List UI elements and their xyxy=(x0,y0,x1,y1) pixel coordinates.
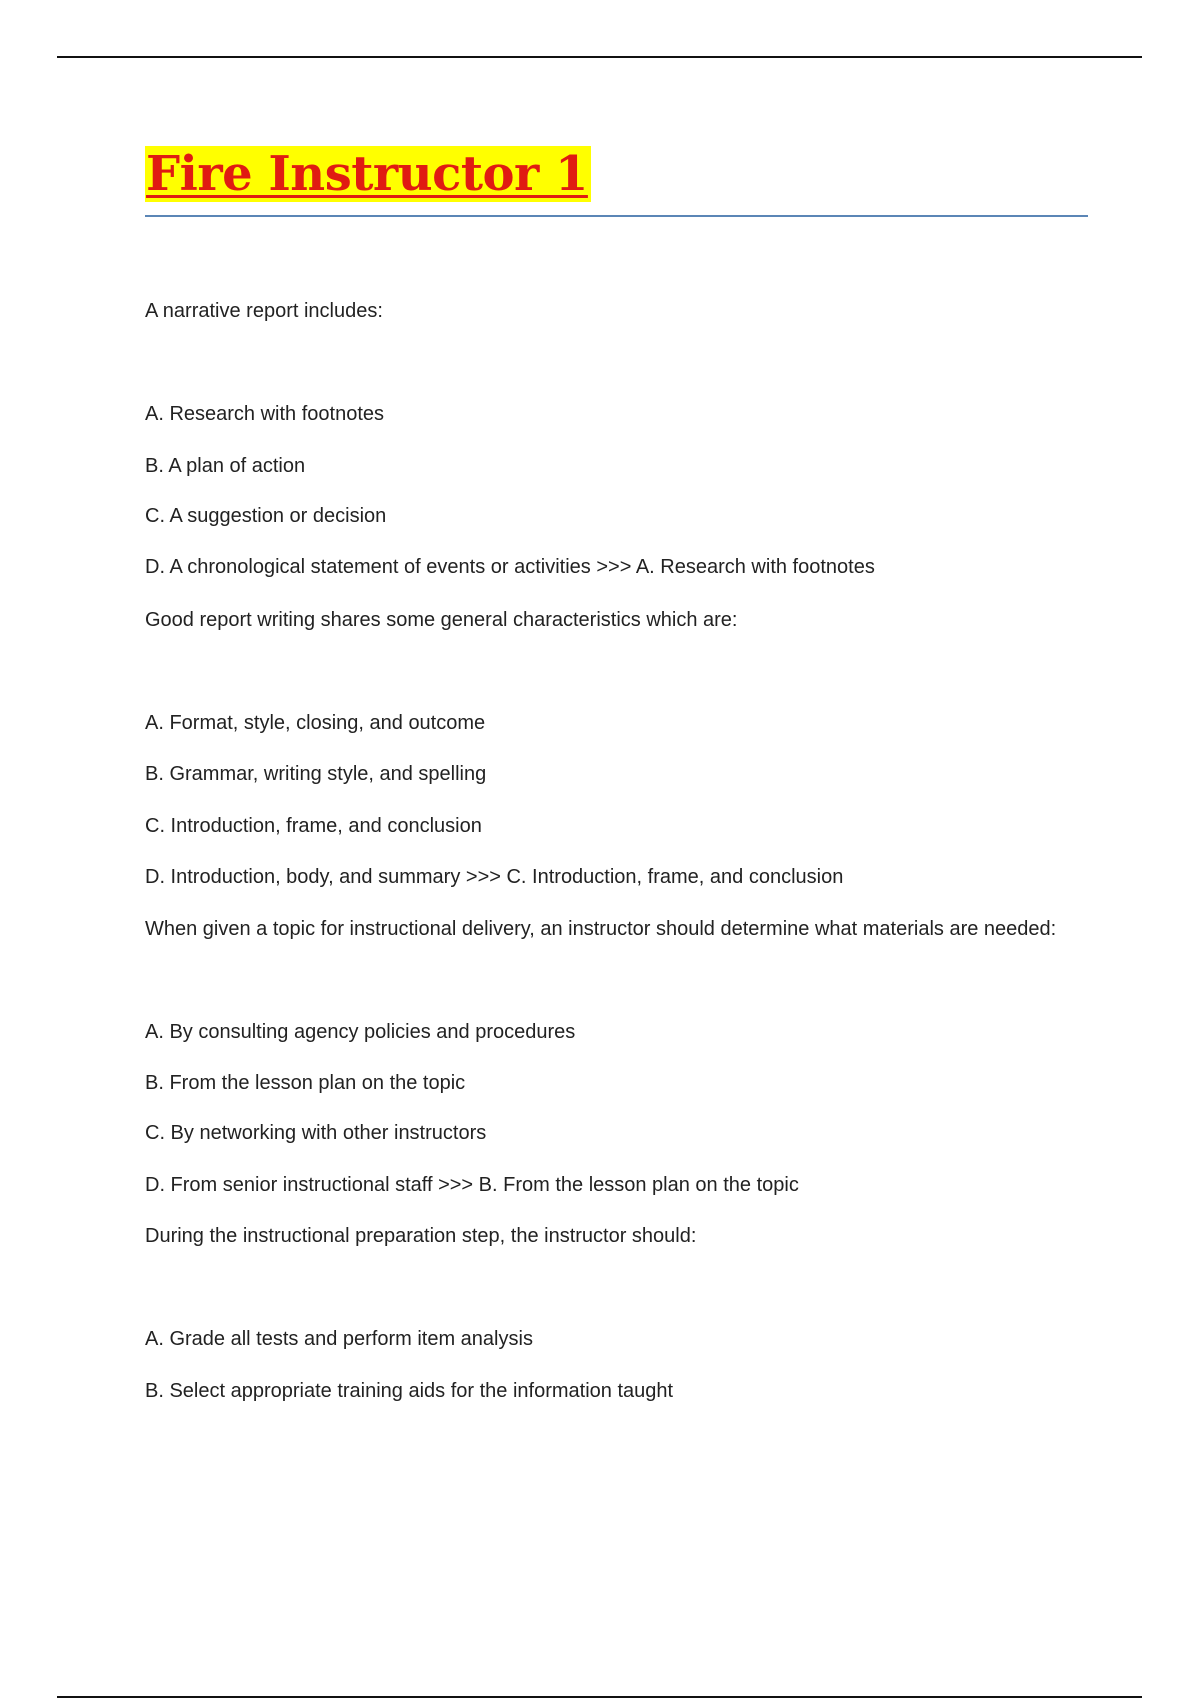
question-4-option-a: A. Grade all tests and perform item analysis xyxy=(145,1328,533,1350)
question-2-text: Good report writing shares some general characteristics which are: xyxy=(145,609,738,631)
question-3-option-c: C. By networking with other instructors xyxy=(145,1122,487,1144)
question-4-text: During the instructional preparation step, the instructor should: xyxy=(145,1225,697,1247)
question-2-option-b: B. Grammar, writing style, and spelling xyxy=(145,763,487,785)
question-2-option-c: C. Introduction, frame, and conclusion xyxy=(145,815,482,837)
question-3-text: When given a topic for instructional delivery, an instructor should determine what materials are needed: xyxy=(145,918,1057,940)
top-page-rule xyxy=(57,56,1142,58)
question-3-option-b: B. From the lesson plan on the topic xyxy=(145,1072,466,1094)
question-1-option-c: C. A suggestion or decision xyxy=(145,505,387,527)
question-1-option-b: B. A plan of action xyxy=(145,455,306,477)
question-2-option-a: A. Format, style, closing, and outcome xyxy=(145,712,486,734)
question-4-option-b: B. Select appropriate training aids for the information taught xyxy=(145,1380,674,1402)
question-3-option-d-answer: D. From senior instructional staff >>> B. From the lesson plan on the topic xyxy=(145,1174,799,1196)
question-3-option-a: A. By consulting agency policies and procedures xyxy=(145,1021,576,1043)
question-2-option-d-answer: D. Introduction, body, and summary >>> C. Introduction, frame, and conclusion xyxy=(145,866,844,888)
question-1-text: A narrative report includes: xyxy=(145,300,383,322)
title-block xyxy=(145,143,1088,217)
document-title: Fire Instructor 1 xyxy=(145,146,591,202)
question-1-option-a: A. Research with footnotes xyxy=(145,403,385,425)
question-1-option-d-answer: D. A chronological statement of events or activities >>> A. Research with footnotes xyxy=(145,556,875,578)
bottom-page-rule xyxy=(57,1696,1142,1698)
